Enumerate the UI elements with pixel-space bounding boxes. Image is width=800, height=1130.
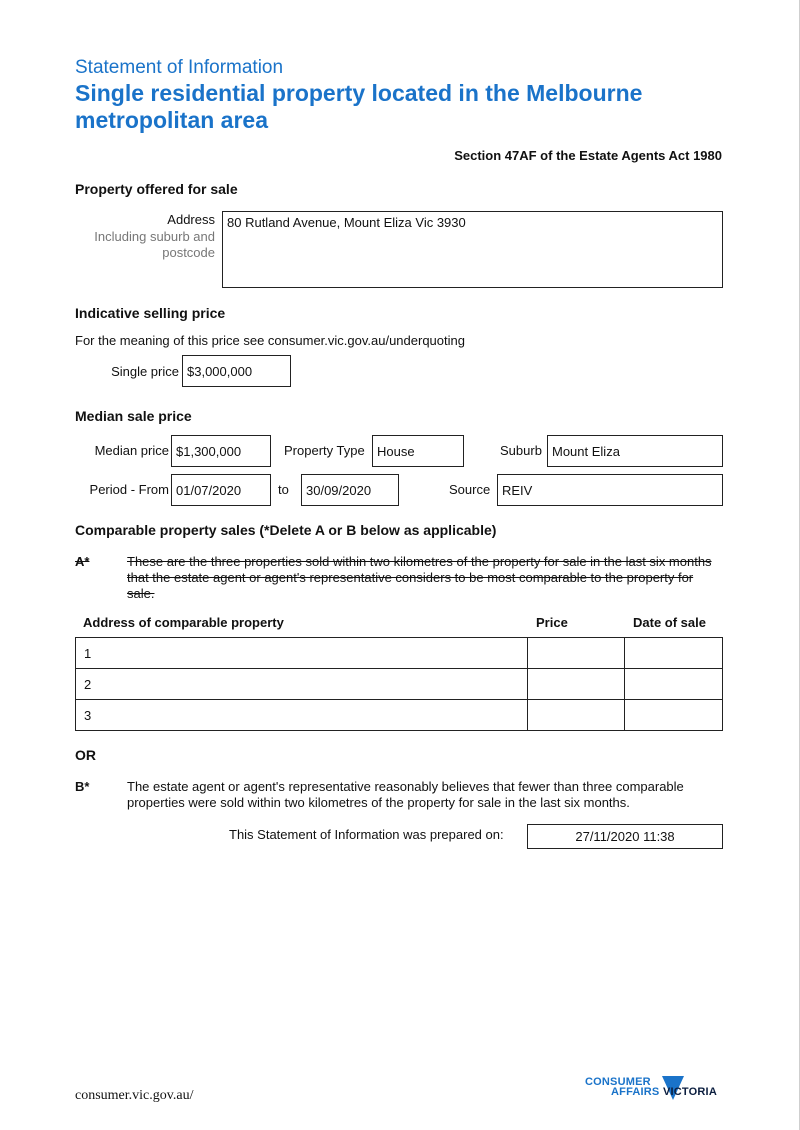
section-heading-property: Property offered for sale	[75, 181, 238, 197]
address-field[interactable]: 80 Rutland Avenue, Mount Eliza Vic 3930	[222, 211, 723, 288]
row-number: 1	[76, 638, 528, 669]
median-price-label: Median price	[94, 443, 169, 458]
column-header-price: Price	[536, 615, 568, 630]
logo-text-victoria: VICTORIA	[663, 1086, 717, 1098]
suburb-field[interactable]: Mount Eliza	[547, 435, 723, 467]
row-date-cell[interactable]	[625, 700, 723, 731]
document-subtitle: Statement of Information	[75, 57, 284, 78]
or-label: OR	[75, 747, 96, 763]
address-hint: Including suburb and postcode	[94, 229, 215, 260]
column-header-date: Date of sale	[633, 615, 706, 630]
comparable-sales-table	[75, 637, 723, 731]
document-title: Single residential property located in the Melbourne metropolitan area	[75, 80, 643, 133]
underquoting-note: For the meaning of this price see consumer.vic.gov.au/underquoting	[75, 333, 465, 348]
property-type-label: Property Type	[284, 443, 365, 458]
table-row	[76, 700, 723, 731]
address-label: Address	[167, 212, 215, 227]
act-reference: Section 47AF of the Estate Agents Act 1980	[454, 148, 722, 163]
row-price-cell[interactable]	[528, 669, 625, 700]
period-from-label: Period - From	[89, 482, 169, 497]
single-price-label: Single price	[111, 364, 179, 379]
logo-text-consumer: CONSUMER	[585, 1076, 651, 1088]
source-field[interactable]: REIV	[497, 474, 723, 506]
row-number: 2	[76, 669, 528, 700]
row-price-cell[interactable]	[528, 700, 625, 731]
median-price-field[interactable]: $1,300,000	[171, 435, 271, 467]
row-price-cell[interactable]	[528, 638, 625, 669]
option-a-text: These are the three properties sold within two kilometres of the property for sale in the last six months that the estate agent or agent's representative considers to be most comparable to the property for sale.	[127, 554, 712, 601]
period-from-field[interactable]: 01/07/2020	[171, 474, 271, 506]
column-header-address: Address of comparable property	[83, 615, 284, 630]
section-heading-comparable: Comparable property sales (*Delete A or B below as applicable)	[75, 522, 497, 538]
option-b-text: The estate agent or agent's representative reasonably believes that fewer than three comparable properties were sold within two kilometres of the property for sale in the last six months.	[127, 779, 684, 810]
property-type-field[interactable]: House	[372, 435, 464, 467]
table-row	[76, 638, 723, 669]
row-date-cell[interactable]	[625, 638, 723, 669]
row-date-cell[interactable]	[625, 669, 723, 700]
consumer-affairs-victoria-logo	[584, 1074, 724, 1104]
section-heading-median: Median sale price	[75, 408, 192, 424]
prepared-on-label: This Statement of Information was prepared on:	[229, 827, 504, 842]
period-to-label: to	[278, 482, 289, 497]
prepared-on-field[interactable]: 27/11/2020 11:38	[527, 824, 723, 849]
suburb-label: Suburb	[500, 443, 542, 458]
period-to-field[interactable]: 30/09/2020	[301, 474, 399, 506]
single-price-field[interactable]: $3,000,000	[182, 355, 291, 387]
row-number: 3	[76, 700, 528, 731]
logo-text-affairs: AFFAIRS	[611, 1086, 660, 1098]
section-heading-indicative: Indicative selling price	[75, 305, 226, 321]
option-b-marker: B*	[75, 779, 90, 794]
option-a-marker: A*	[75, 554, 90, 569]
footer-url[interactable]: consumer.vic.gov.au/	[75, 1088, 194, 1103]
source-label: Source	[449, 482, 491, 497]
table-row	[76, 669, 723, 700]
